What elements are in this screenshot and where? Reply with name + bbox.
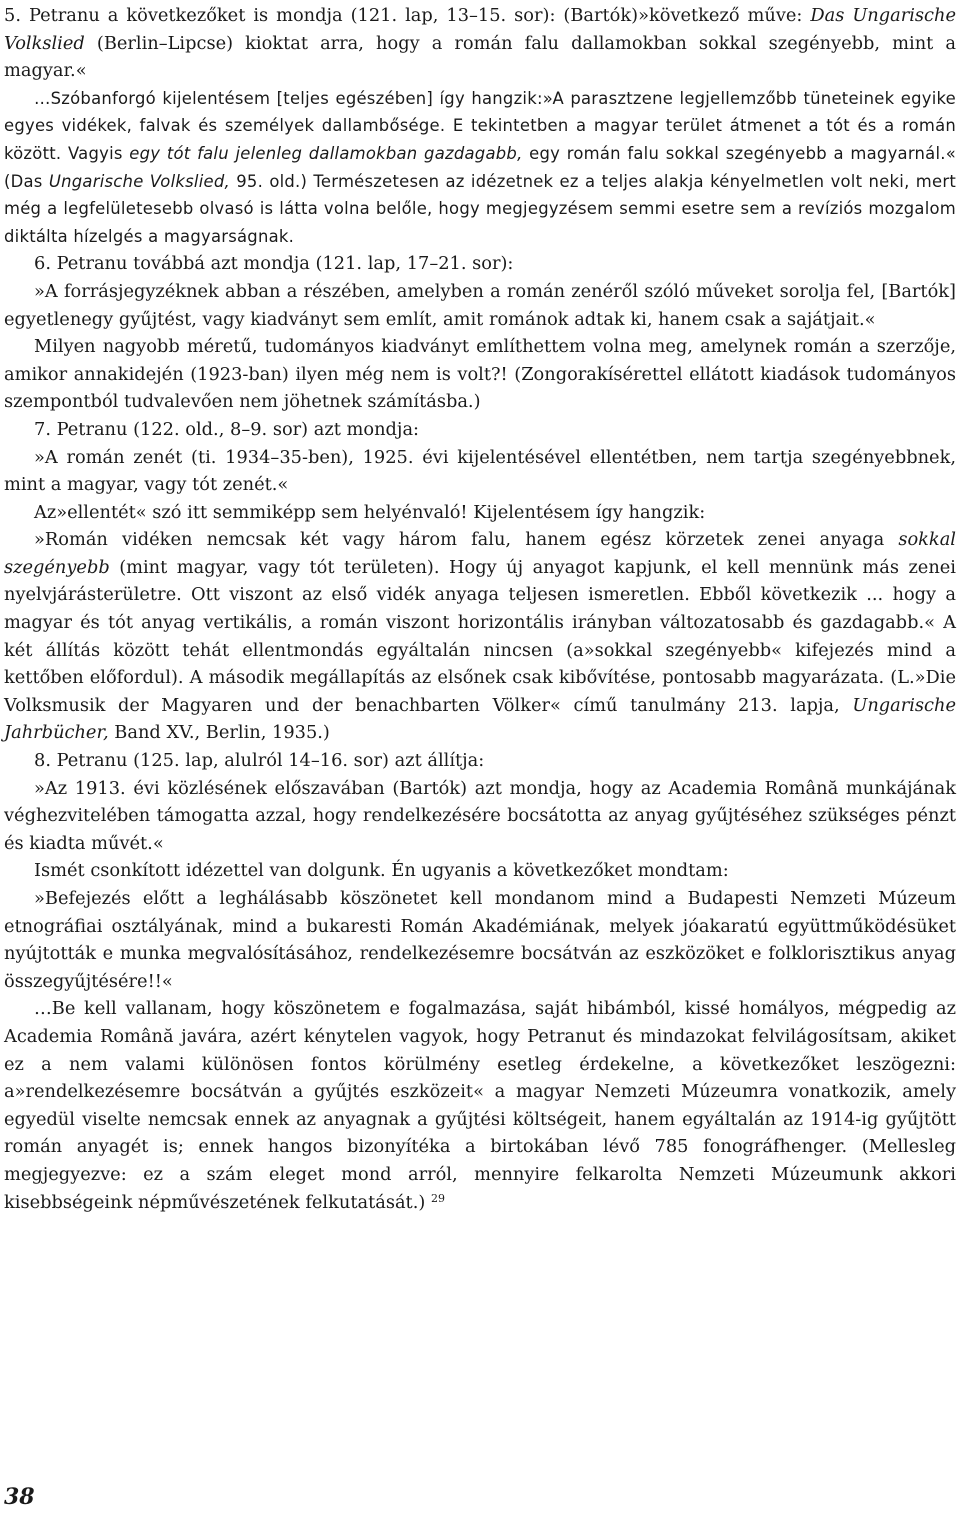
- paragraph-quote-forrasjegyzek: »A forrásjegyzéknek abban a részében, amelyben a román zenéről szóló műveket sorolja fel, [Bartók] egyetlenegy gyűjtést, vagy kiadványt sem említ, amit románok adtak ki, hanem csak a sajátjait.«: [4, 280, 956, 330]
- paragraph-6: 6. Petranu továbbá azt mondja (121. lap, 17–21. sor):: [34, 253, 514, 275]
- paragraph-milyen: Milyen nagyobb méretű, tudományos kiadványt említhettem volna meg, amelynek román a szerzője, amikor annakidején (1923-ban) ilyen még nem is volt?! (Zongorakísérettel ellátott kiadások tudományos szempontból tudvalevően nem jöhetnek számításba.): [4, 336, 956, 413]
- paragraph-csonkitott: Ismét csonkított idézettel van dolgunk. Én ugyanis a következőket mondtam:: [34, 860, 729, 882]
- page-number: 38: [4, 1484, 35, 1510]
- paragraph-be-kell-vallanam: …Be kell vallanam, hogy köszönetem e fogalmazása, saját hibámból, kissé homályos, mégpedig az Academia Română javára, azért kénytelen vagyok, hogy Petranut és mindazokat felvilágosítsam, akiket ez a nem valami különösen fontos körülmény esetleg érdekelne, a következőket leszögezni: a»rendelkezésemre bocsátván a gyűjtés eszközeit« a magyar Nemzeti Múzeumra vonatkozik, amely egyedül viselte nemcsak ennek az anyagnak a gyűjtési költségeit, hanem egyáltalán az 1914-ig gyűjtött román anyagét is; ennek hangos bizonyítéka a birtokában lévő 785 fonográfhenger. (Mellesleg megjegyezve: ez a szám eleget mond arról, mennyire felkarolta Nemzeti Múzeumunk akkori kisebbségeink népművészetének felkutatását.) $^{29}$: [4, 998, 956, 1213]
- paragraph-8: 8. Petranu (125. lap, alulról 14–16. sor) azt állítja:: [34, 750, 485, 772]
- paragraph-quote-roman-zenet: »A román zenét (ti. 1934–35-ben), 1925. évi kijelentésével ellentétben, nem tartja szegényebbnek, mint a magyar, vagy tót zenét.«: [4, 446, 956, 496]
- paragraph-quote-1913: »Az 1913. évi közlésének előszavában (Bartók) azt mondja, hogy az Academia Română munkájának véghezvitelében támogatta azzal, hogy rendelkezésére bocsátotta az anyag gyűjtéséhez szükséges pénzt és kiadta művét.«: [4, 777, 956, 854]
- paragraph-quote-befejezes: »Befejezés előtt a leghálásabb köszönetet kell mondanom mind a Budapesti Nemzeti Múzeum etnográfiai osztályának, mind a bukaresti Román Akadémiának, melyek jóakaratú együttműködésüket nyújtották e munka megvalósításához, rendelkezésemre bocsátván az eszközöket e folklorisztikus anyag összegyűjtésére!!«: [4, 888, 956, 992]
- paragraph-5: 5. Petranu a következőket is mondja (121. lap, 13–15. sor): (Bartók)»következő műve: Das Ungarische Volkslied (Berlin–Lipcse) kioktat arra, hogy a román falu dallamokban sokkal szegényebb, mint a magyar.«: [4, 5, 956, 82]
- paragraph-quote-szobanforgo: …Szóbanforgó kijelentésem [teljes egészében] így hangzik:»A parasztzene legjellemzőbb tüneteinek egyike egyes vidékek, falvak és személyek dallambősége. E tekintetben a magyar terület átmenet a tót és a román között. Vagyis egy tót falu jelenleg dallamokban gazdagabb, egy román falu sokkal szegényebb a magyarnál.« (Das Ungarische Volkslied, 95. old.) Természetesen az idézetnek ez a teljes alakja kényelmetlen volt neki, mert még a legfelületesebb olvasó is látta volna belőle, hogy megjegyzésem semmi esetre sem a revíziós mozgalom diktálta hízelgés a magyarságnak.: [4, 88, 957, 246]
- paragraph-7: 7. Petranu (122. old., 8–9. sor) azt mondja:: [34, 418, 420, 440]
- body-text: [4, 2, 956, 1216]
- paragraph-quote-roman-videken: »Román vidéken nemcsak két vagy három falu, hanem egész körzetek zenei anyaga sokkal szegényebb (mint magyar, vagy tót területen). Hogy új anyagot kapjunk, el kell mennünk más zenei nyelvjárásterületre. Ott viszont az első vidék anyaga teljesen ismeretlen. Ebből következik ... hogy a magyar és tót anyag vertikális, a román viszont horizontális irányban változatosabb és gazdagabb.« A két állítás között tehát ellentmondás egyáltalán nincsen (a»sokkal szegényebb« kifejezés mind a kettőben előfordul). A második megállapítás az elsőnek csak kibővítése, pontosabb magyarázata. (L.»Die Volksmusik der Magyaren und der benachbarten Völker« című tanulmány 213. lapja, Ungarische Jahrbücher, Band XV., Berlin, 1935.): [4, 529, 956, 744]
- paragraph-ellentet: Az»ellentét« szó itt semmiképp sem helyénvaló! Kijelentésem így hangzik:: [34, 501, 706, 523]
- footnote-reference[interactable]: 29: [430, 1191, 445, 1205]
